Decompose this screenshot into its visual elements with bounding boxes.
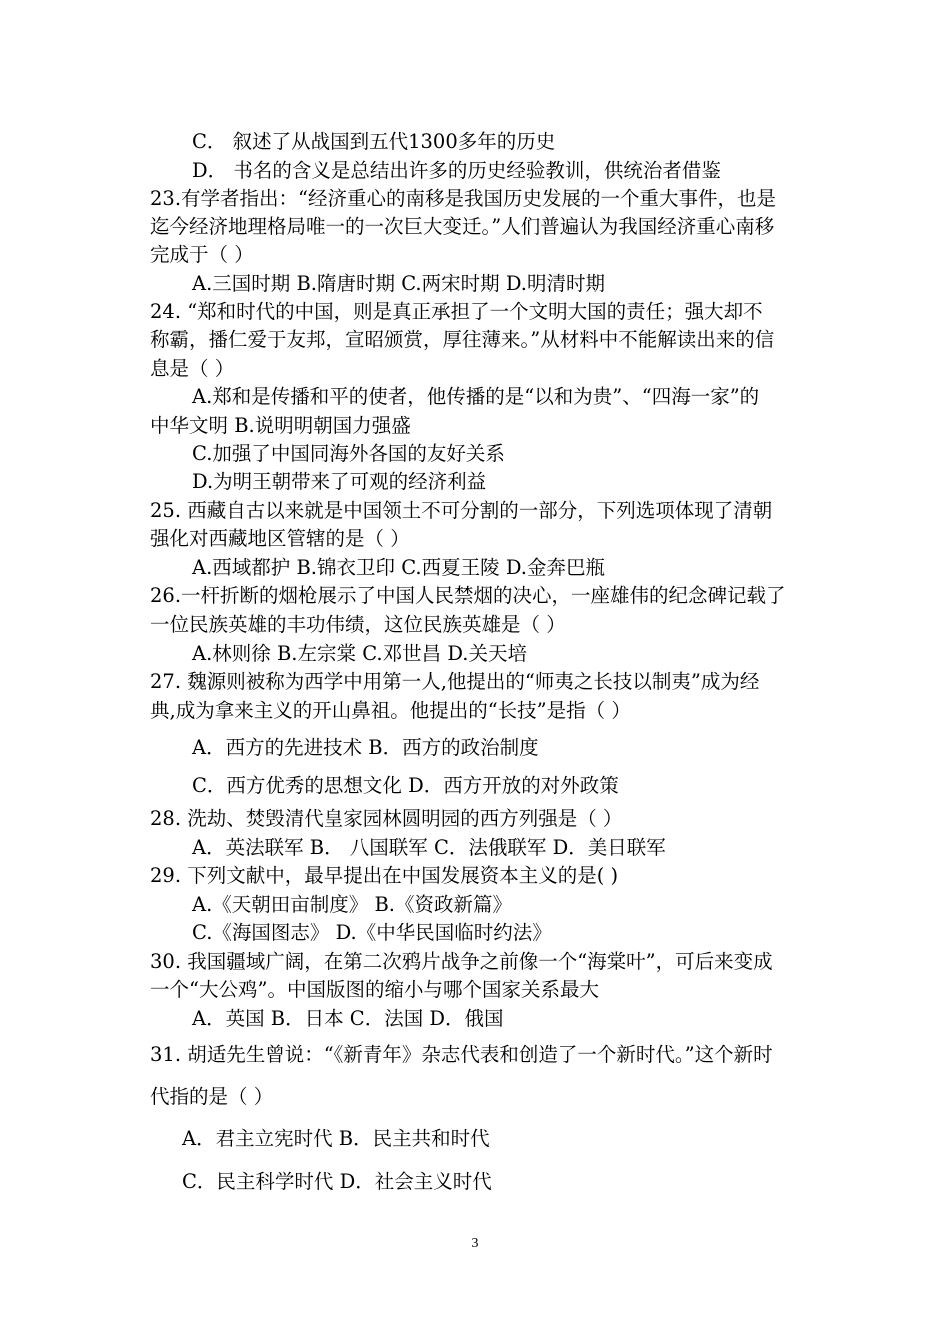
q28-options: A．英法联军 B． 八国联军 C．法俄联军 D．美日联军 bbox=[192, 836, 666, 859]
q27-stem-line-2: 典,成为拿来主义的开山鼻祖。他提出的“长技”是指（ ） bbox=[150, 699, 631, 722]
q22-option-d: D． 书名的含义是总结出许多的历史经验教训，供统治者借鉴 bbox=[192, 159, 721, 182]
q27-options-ab: A．西方的先进技术 B．西方的政治制度 bbox=[192, 736, 539, 759]
q29-options-ab: A.《天朝田亩制度》 B.《资政新篇》 bbox=[192, 893, 513, 916]
q31-stem-line-2: 代指的是（ ） bbox=[150, 1085, 274, 1108]
q25-options: A.西域都护 B.锦衣卫印 C.西夏王陵 D.金奔巴瓶 bbox=[192, 556, 605, 579]
q30-options: A．英国 B．日本 C．法国 D．俄国 bbox=[192, 1007, 504, 1030]
q28-stem: 28. 洗劫、焚毁清代皇家园林圆明园的西方列强是（ ） bbox=[150, 807, 623, 830]
q23-stem-line-3: 完成于（ ） bbox=[150, 243, 254, 266]
q24-stem-line-2: 称霸，播仁爱于友邦，宣昭颁赏，厚往薄来。”从材料中不能解读出来的信 bbox=[150, 328, 775, 351]
q23-options: A.三国时期 B.隋唐时期 C.两宋时期 D.明清时期 bbox=[192, 272, 605, 295]
q24-option-a-cont-b: 中华文明 B.说明明朝国力强盛 bbox=[150, 414, 411, 437]
q22-option-c: C． 叙述了从战国到五代1300多年的历史 bbox=[192, 130, 556, 153]
q31-options-cd: C．民主科学时代 D．社会主义时代 bbox=[182, 1170, 492, 1193]
q25-stem-line-2: 强化对西藏地区管辖的是（ ） bbox=[150, 527, 410, 550]
q23-stem-line-1: 23.有学者指出：“经济重心的南移是我国历史发展的一个重大事件，也是 bbox=[150, 187, 776, 210]
q26-stem-line-2: 一位民族英雄的丰功伟绩，这位民族英雄是（ ） bbox=[150, 613, 566, 636]
q24-option-c: C.加强了中国同海外各国的友好关系 bbox=[192, 442, 505, 465]
page-number: 3 bbox=[471, 1236, 479, 1251]
q25-stem-line-1: 25. 西藏自古以来就是中国领土不可分割的一部分，下列选项体现了清朝 bbox=[150, 499, 773, 522]
q29-stem: 29. 下列文献中，最早提出在中国发展资本主义的是( ) bbox=[150, 864, 619, 887]
q26-options: A.林则徐 B.左宗棠 C.邓世昌 D.关天培 bbox=[192, 642, 527, 665]
q30-stem-line-2: 一个“大公鸡”。中国版图的缩小与哪个国家关系最大 bbox=[150, 978, 599, 1001]
q30-stem-line-1: 30. 我国疆域广阔，在第二次鸦片战争之前像一个“海棠叶”，可后来变成 bbox=[150, 950, 773, 973]
q31-stem-line-1: 31. 胡适先生曾说：“《新青年》杂志代表和创造了一个新时代。”这个新时 bbox=[150, 1043, 773, 1066]
q24-option-d: D.为明王朝带来了可观的经济利益 bbox=[192, 470, 487, 493]
q27-options-cd: C．西方优秀的思想文化 D．西方开放的对外政策 bbox=[192, 774, 619, 797]
q24-stem-line-1: 24. “郑和时代的中国，则是真正承担了一个文明大国的责任；强大却不 bbox=[150, 300, 763, 323]
q23-stem-line-2: 迄今经济地理格局唯一的一次巨大变迁。”人们普遍认为我国经济重心南移 bbox=[150, 215, 775, 238]
q31-options-ab: A．君主立宪时代 B．民主共和时代 bbox=[182, 1127, 490, 1150]
q29-options-cd: C.《海国图志》 D.《中华民国临时约法》 bbox=[192, 921, 552, 944]
q26-stem-line-1: 26.一杆折断的烟枪展示了中国人民禁烟的决心，一座雄伟的纪念碑记载了 bbox=[150, 584, 786, 607]
q24-option-a: A.郑和是传播和平的使者，他传播的是“以和为贵”、“四海一家”的 bbox=[192, 385, 760, 408]
q24-stem-line-3: 息是（ ） bbox=[150, 357, 235, 380]
q27-stem-line-1: 27. 魏源则被称为西学中用第一人,他提出的“师夷之长技以制夷”成为经 bbox=[150, 670, 760, 693]
